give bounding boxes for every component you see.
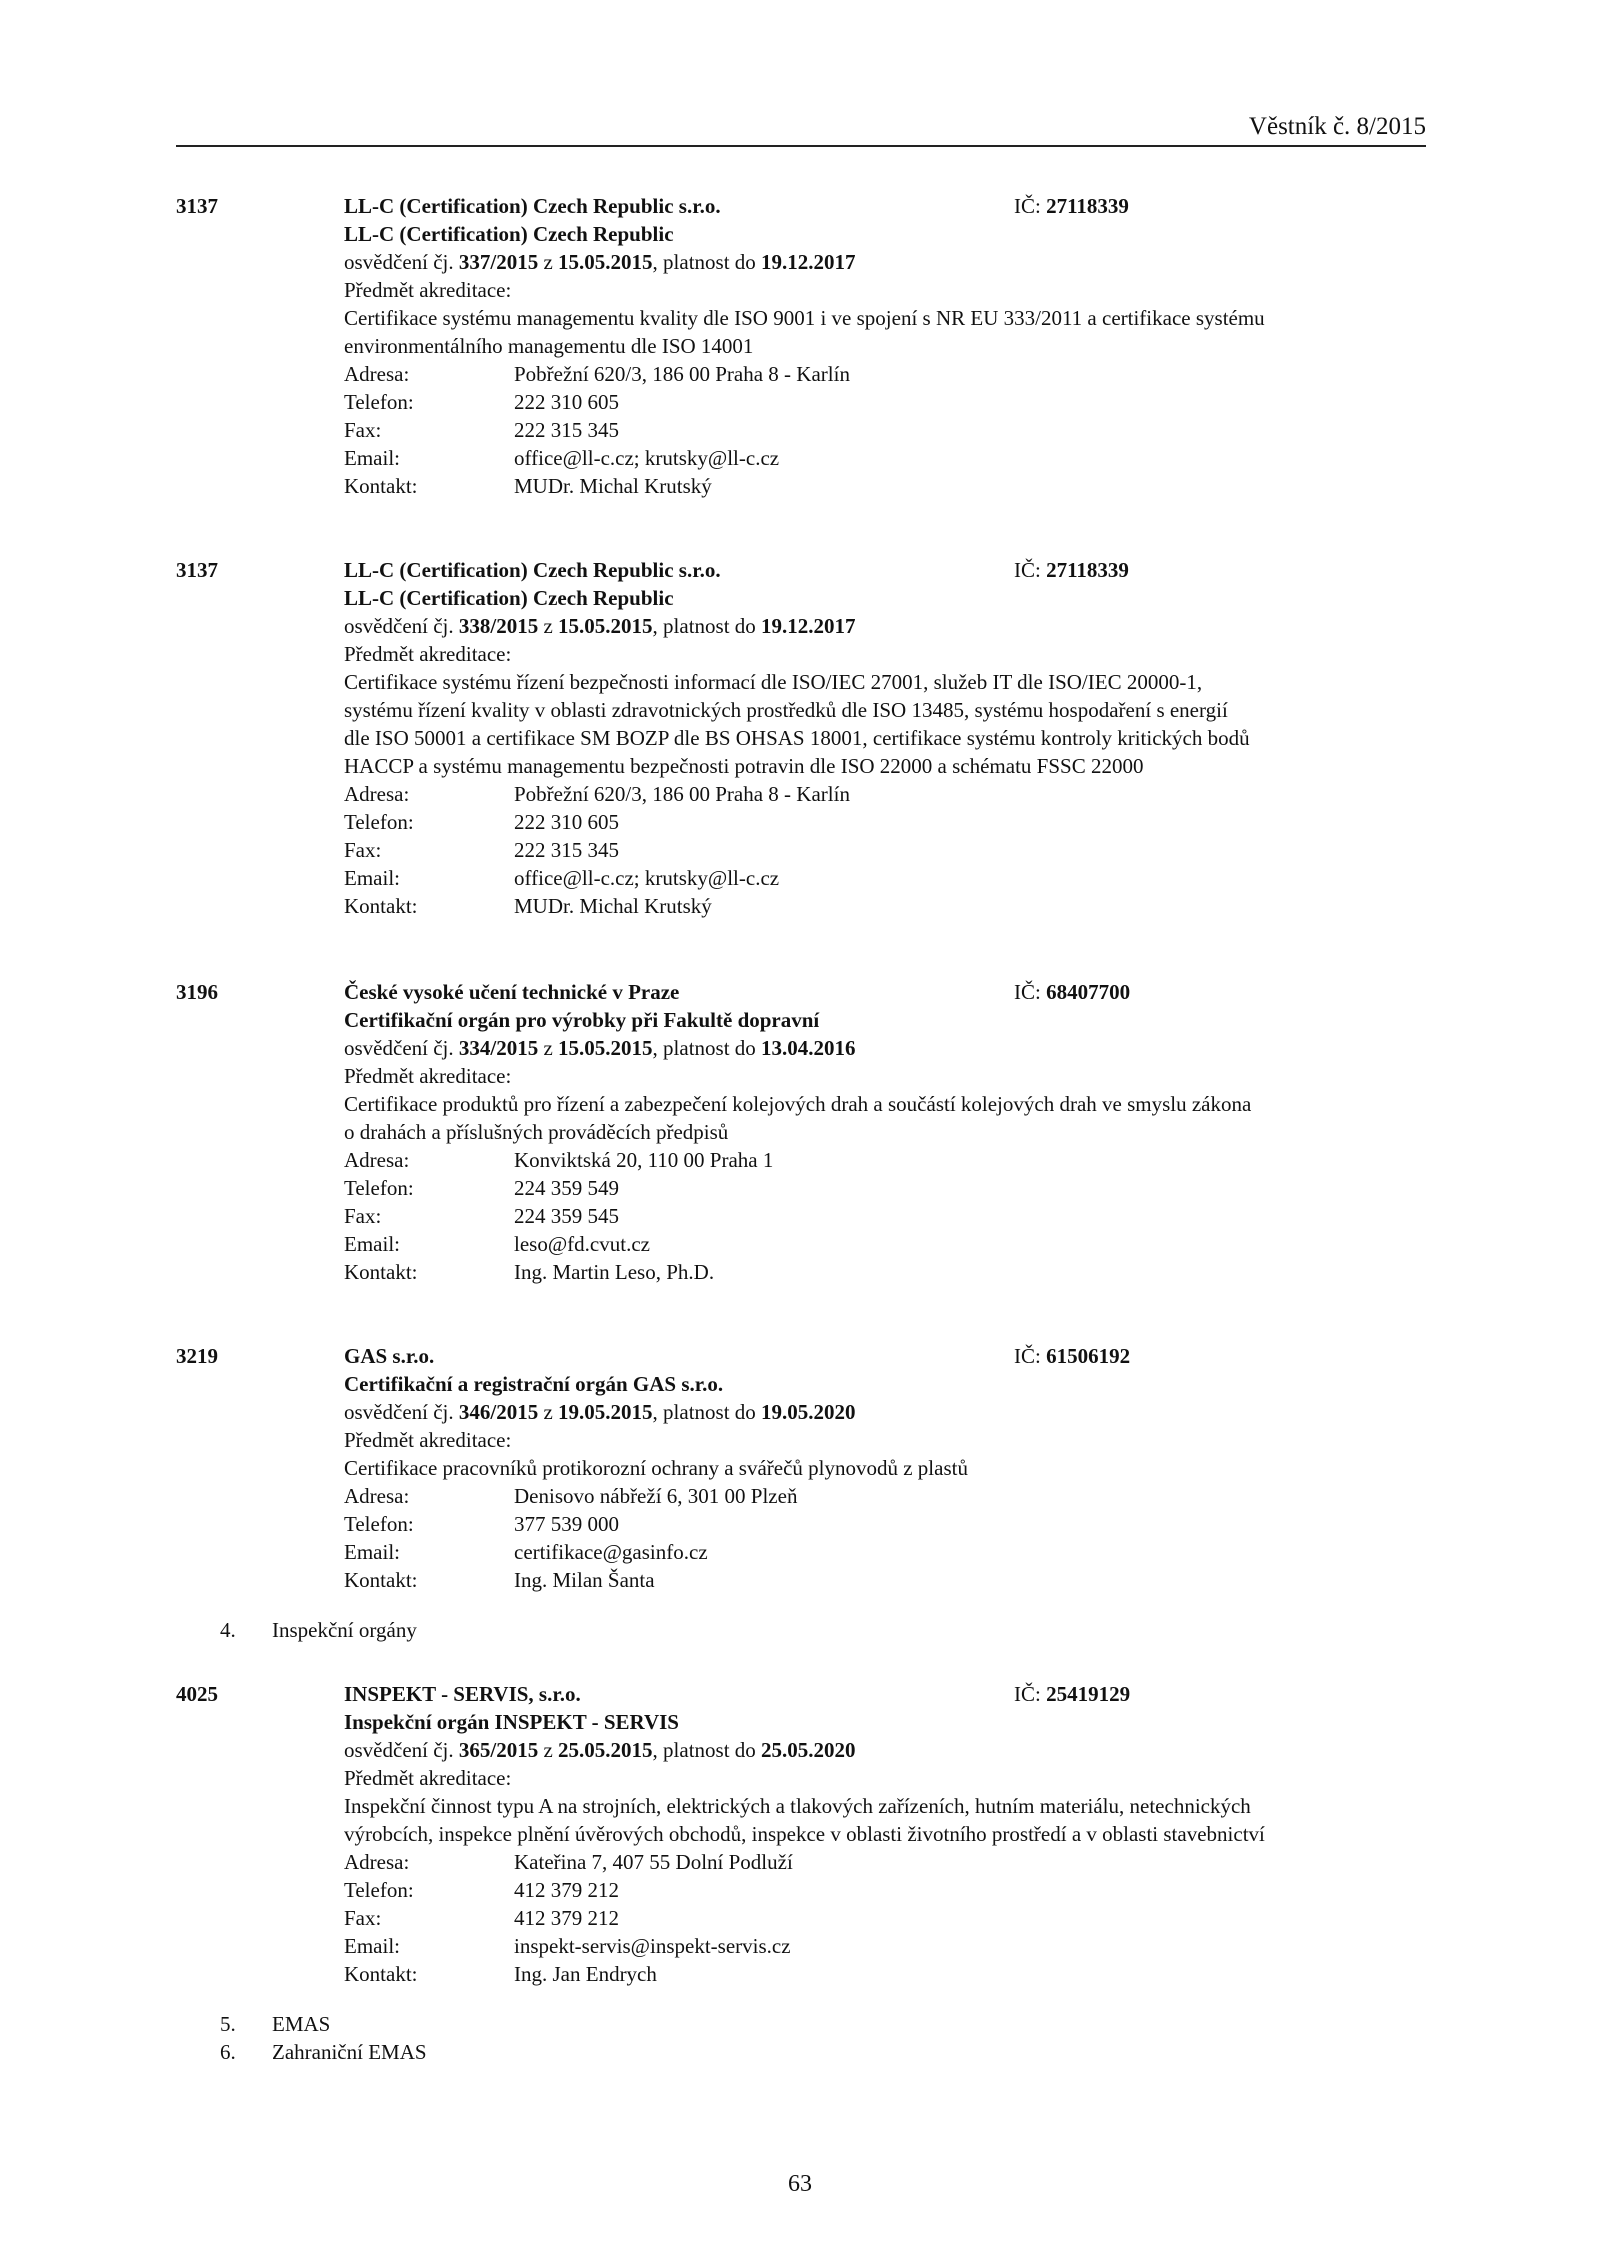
address-row: Adresa: Denisovo nábřeží 6, 301 00 Plzeň [344, 1484, 798, 1508]
ico-value: 25419129 [1046, 1682, 1131, 1706]
org-name: GAS s.r.o. [344, 1344, 435, 1368]
page-number: 63 [788, 2171, 812, 2197]
subject-text: Inspekční činnost typu A na strojních, elektrických a tlakových zařízeních, hutním materiálu, netechnických výrobcích, inspekce plnění úvěrových obchodů, inspekce v oblasti životního prostředí a v oblasti stavebnictví [344, 1794, 1265, 1846]
ico: IČ: 27118339 [1014, 558, 1129, 582]
ico-value: 61506192 [1046, 1344, 1131, 1368]
entry-3137-b [176, 556, 1436, 920]
contact-row: Kontakt: MUDr. Michal Krutský [344, 474, 712, 498]
ico: IČ: 25419129 [1014, 1682, 1131, 1706]
certificate-line: osvědčení čj. 338/2015 z 15.05.2015, platnost do 19.12.2017 [344, 614, 856, 638]
entry-number: 3196 [176, 980, 218, 1004]
contact-row: Kontakt: Ing. Jan Endrych [344, 1962, 657, 1986]
phone-row: Telefon: 224 359 549 [344, 1176, 619, 1200]
phone-row: Telefon: 222 310 605 [344, 810, 619, 834]
fax-row: Fax: 412 379 212 [344, 1906, 619, 1930]
subject-label: Předmět akreditace: [344, 642, 512, 666]
email-row: Email: office@ll-c.cz; krutsky@ll-c.cz [344, 866, 780, 890]
certificate-line: osvědčení čj. 365/2015 z 25.05.2015, platnost do 25.05.2020 [344, 1738, 856, 1762]
certificate-line: osvědčení čj. 337/2015 z 15.05.2015, platnost do 19.12.2017 [344, 250, 856, 274]
subject-label: Předmět akreditace: [344, 1428, 512, 1452]
ico-value: 27118339 [1046, 194, 1129, 218]
email-row: Email: certifikace@gasinfo.cz [344, 1540, 708, 1564]
page-header-title: Věstník č. 8/2015 [1248, 113, 1426, 140]
org-name: České vysoké učení technické v Praze [344, 980, 680, 1004]
section-foreign-emas: 6. Zahraniční EMAS [220, 2040, 427, 2064]
org-name: INSPEKT - SERVIS, s.r.o. [344, 1682, 581, 1706]
email-row: Email: leso@fd.cvut.cz [344, 1232, 650, 1256]
entry-4025 [176, 1680, 1436, 1988]
body-name: Inspekční orgán INSPEKT - SERVIS [344, 1710, 679, 1734]
fax-row: Fax: 222 315 345 [344, 838, 619, 862]
certificate-line: osvědčení čj. 346/2015 z 19.05.2015, platnost do 19.05.2020 [344, 1400, 856, 1424]
section-inspection-bodies: 4. Inspekční orgány [220, 1618, 417, 1642]
body-name: Certifikační orgán pro výrobky při Fakultě dopravní [344, 1008, 820, 1032]
contact-row: Kontakt: Ing. Martin Leso, Ph.D. [344, 1260, 715, 1284]
org-name: LL-C (Certification) Czech Republic s.r.o. [344, 558, 721, 582]
entry-number: 3137 [176, 558, 218, 582]
entry-number: 4025 [176, 1682, 218, 1706]
fax-row: Fax: 224 359 545 [344, 1204, 619, 1228]
body-name: LL-C (Certification) Czech Republic [344, 586, 674, 610]
ico: IČ: 27118339 [1014, 194, 1129, 218]
phone-row: Telefon: 222 310 605 [344, 390, 619, 414]
ico: IČ: 68407700 [1014, 980, 1131, 1004]
address-row: Adresa: Pobřežní 620/3, 186 00 Praha 8 - Karlín [344, 782, 850, 806]
body-name: Certifikační a registrační orgán GAS s.r.o. [344, 1372, 724, 1396]
subject-label: Předmět akreditace: [344, 278, 512, 302]
subject-text: Certifikace produktů pro řízení a zabezpečení kolejových drah a součástí kolejových drah ve smyslu zákona o drahách a příslušných prováděcích předpisů [344, 1092, 1252, 1144]
header-divider [176, 145, 1426, 147]
ico-value: 68407700 [1046, 980, 1131, 1004]
address-row: Adresa: Kateřina 7, 407 55 Dolní Podluží [344, 1850, 793, 1874]
address-row: Adresa: Pobřežní 620/3, 186 00 Praha 8 - Karlín [344, 362, 850, 386]
entry-3196 [176, 978, 1436, 1286]
entry-number: 3137 [176, 194, 218, 218]
contact-row: Kontakt: MUDr. Michal Krutský [344, 894, 712, 918]
entry-number: 3219 [176, 1344, 218, 1368]
email-row: Email: office@ll-c.cz; krutsky@ll-c.cz [344, 446, 780, 470]
fax-row: Fax: 222 315 345 [344, 418, 619, 442]
subject-text: Certifikace systému řízení bezpečnosti informací dle ISO/IEC 27001, služeb IT dle ISO/IEC 20000-1, systému řízení kvality v oblasti zdravotnických prostředků dle ISO 13485, systému hospodaření s energií dle ISO 50001 a certifikace SM BOZP dle BS OHSAS 18001, certifikace systému kontroly kritických bodů HACCP a systému managementu bezpečnosti potravin dle ISO 22000 a schématu FSSC 22000 [344, 670, 1250, 778]
subject-label: Předmět akreditace: [344, 1064, 512, 1088]
ico: IČ: 61506192 [1014, 1344, 1131, 1368]
subject-text: Certifikace systému managementu kvality dle ISO 9001 i ve spojení s NR EU 333/2011 a certifikace systému environmentálního managementu dle ISO 14001 [344, 306, 1265, 358]
entry-3137-a [176, 192, 1436, 500]
email-row: Email: inspekt-servis@inspekt-servis.cz [344, 1934, 791, 1958]
contact-row: Kontakt: Ing. Milan Šanta [344, 1568, 655, 1592]
phone-row: Telefon: 377 539 000 [344, 1512, 619, 1536]
body-name: LL-C (Certification) Czech Republic [344, 222, 674, 246]
certificate-line: osvědčení čj. 334/2015 z 15.05.2015, platnost do 13.04.2016 [344, 1036, 856, 1060]
entry-3219 [176, 1342, 1436, 1594]
subject-label: Předmět akreditace: [344, 1766, 512, 1790]
phone-row: Telefon: 412 379 212 [344, 1878, 619, 1902]
org-name: LL-C (Certification) Czech Republic s.r.o. [344, 194, 721, 218]
ico-value: 27118339 [1046, 558, 1129, 582]
section-emas: 5. EMAS [220, 2012, 331, 2036]
subject-text: Certifikace pracovníků protikorozní ochrany a svářečů plynovodů z plastů [344, 1456, 968, 1480]
address-row: Adresa: Konviktská 20, 110 00 Praha 1 [344, 1148, 774, 1172]
